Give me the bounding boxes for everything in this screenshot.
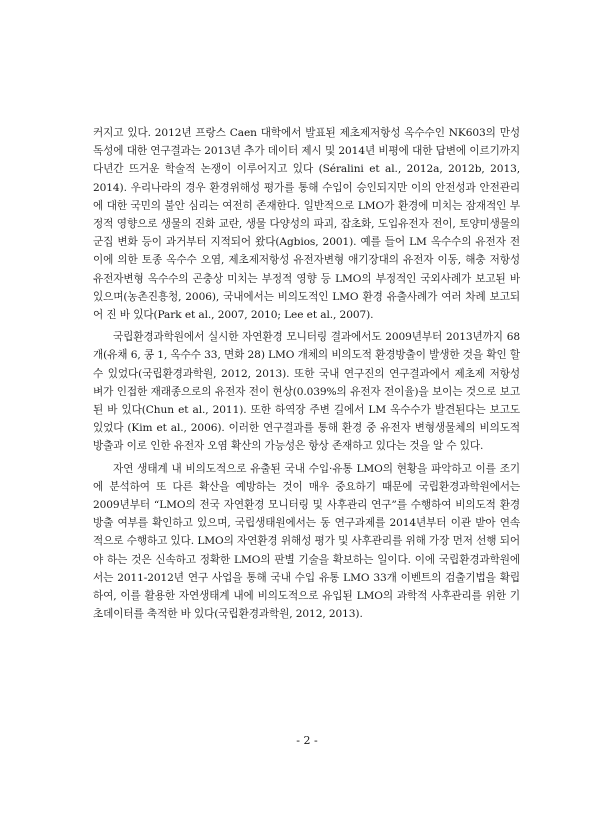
paragraph-1: 커지고 있다. 2012년 프랑스 Caen 대학에서 발표된 제초제저항성 옥수수인 NK603의 만성독성에 대한 연구결과는 2013년 추가 데이터 제시 및 2014년 비평에 대한 답변에 이르기까지 다년간 뜨거운 학술적 논쟁이 이루어지고 있다 (Séralini et al., 2012a, 2012b, 2013, 2014). 우리나라의 경우 환경위해성 평가를 통해 수입이 승인되지만 이의 안전성과 안전관리에 대한 국민의 불안 심리는 여전히 존재한다. 일반적으로 LMO가 환경에 미치는 잠재적인 부정적 영향으로 생물의 진화 교란, 생물 다양성의 파괴, 잡초화, 도입유전자 전이, 토양미생물의 군집 변화 등이 과거부터 지적되어 왔다(Agbios, 2001). 예를 들어 LM 옥수수의 유전자 전이에 의한 토종 옥수수 오염, 제초제저항성 유전자변형 애기장대의 유전자 이동, 해충 저항성유전자변형 옥수수의 곤충상 미치는 부정적 영향 등 LMO의 부정적인 국외사례가 보고된 바 있으며(농촌진흥청, 2006), 국내에서는 비의도적인 LMO 환경 유출사례가 여러 차례 보고되어 진 바 있다(Park et al., 2007, 2010; Lee et al., 2007). bbox=[93, 127, 520, 322]
paragraph-3: 자연 생태계 내 비의도적으로 유출된 국내 수입·유통 LMO의 현황을 파악하고 이를 조기에 분석하여 또 다른 확산을 예방하는 것이 매우 중요하기 때문에 국립환경과학원에서는 2009년부터 “LMO의 전국 자연환경 모니터링 및 사후관리 연구”를 수행하여 비의도적 환경방출 여부를 확인하고 있으며, 국립생태원에서는 동 연구과제를 2014년부터 이관 받아 연속적으로 수행하고 있다. LMO의 자연환경 위해성 평가 및 사후관리를 위해 가장 먼저 선행 되어야 하는 것은 신속하고 정확한 LMO의 판별 기술을 확보하는 일이다. 이에 국립환경과학원에서는 2011-2012년 연구 사업을 통해 국내 수입 유통 LMO 33개 이벤트의 검출기법을 확립하여, 이를 활용한 자연생태계 내에 비의도적으로 유입된 LMO의 과학적 사후관리를 위한 기초데이터를 축적한 바 있다(국립환경과학원, 2012, 2013). bbox=[93, 462, 520, 621]
paragraph-2: 국립환경과학원에서 실시한 자연환경 모니터링 결과에서도 2009년부터 2013년까지 68개(유채 6, 콩 1, 옥수수 33, 면화 28) LMO 개체의 비의도적 환경방출이 발생한 것을 확인 할 수 있었다(국립환경과학원, 2012, 2013). 또한 국내 연구진의 연구결과에서 제초제 저항성 벼가 인접한 재래종으로의 유전자 전이 현상(0.039%의 유전자 전이율)을 보이는 것으로 보고된 바 있다(Chun et al., 2011). 또한 하역장 주변 길에서 LM 옥수수가 발견된다는 보고도 있었다 (Kim et al., 2006). 이러한 연구결과를 통해 환경 중 유전자 변형생물체의 비의도적 방출과 이로 인한 유전자 오염 확산의 가능성은 항상 존재하고 있다는 것을 알 수 있다. bbox=[93, 331, 520, 453]
body-text bbox=[93, 124, 520, 627]
page-number: - 2 - bbox=[296, 734, 318, 747]
